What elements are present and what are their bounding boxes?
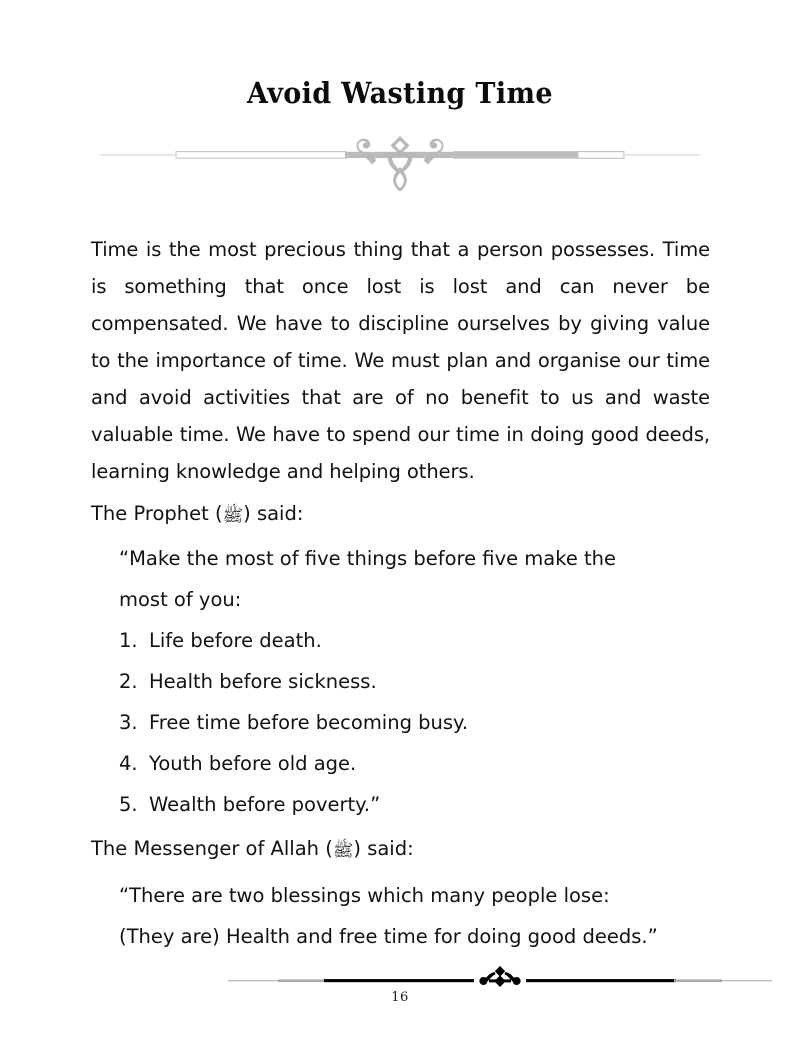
list-item-number: 2. xyxy=(119,670,138,693)
list-item-number: 1. xyxy=(119,629,138,652)
list-item-label: Health before sickness. xyxy=(149,670,377,693)
intro-paragraph: Time is the most precious thing that a person possesses. Time is something that once lost is lost and can never be compensated. We have to discipline ourselves by giving value to the importance of time. We must plan and organise our time and avoid activities that are of no benefit to us and waste valuable time. We have to spend our time in doing good deeds, learning knowledge and helping others. xyxy=(91,238,710,483)
attribution-messenger-text-after: ) said: xyxy=(353,837,414,860)
list-item xyxy=(119,661,710,702)
quote-line: most of you: xyxy=(119,588,242,611)
list-item xyxy=(119,620,710,661)
attribution-prophet-text-after: ) said: xyxy=(243,502,304,525)
quote-line: “There are two blessings which many people lose: xyxy=(119,884,610,907)
list-item-label: Free time before becoming busy. xyxy=(149,711,469,734)
list-item-label: Life before death. xyxy=(149,629,322,652)
footer-ornamental-divider xyxy=(0,960,800,994)
list-item xyxy=(119,702,710,743)
salawat-glyph-icon: ﷺ xyxy=(222,506,244,526)
footer-fleuron-icon xyxy=(479,966,520,987)
attribution-prophet-text-before: The Prophet ( xyxy=(91,502,223,525)
header-ornamental-divider xyxy=(100,134,700,196)
page-number: 16 xyxy=(391,990,409,1005)
page-title: Avoid Wasting Time xyxy=(247,76,553,110)
quote-line: “Make the most of five things before five make the xyxy=(119,547,617,570)
attribution-prophet xyxy=(91,494,710,534)
list-item-number: 5. xyxy=(119,793,138,816)
list-item xyxy=(119,743,710,784)
page-body xyxy=(91,231,710,957)
attribution-messenger-text-before: The Messenger of Allah ( xyxy=(91,837,333,860)
hadith-quote-block-2 xyxy=(119,875,710,957)
header-medallion-icon xyxy=(357,136,444,192)
list-item-number: 3. xyxy=(119,711,138,734)
list-item-label: Wealth before poverty.” xyxy=(149,793,381,816)
hadith-quote-block-1 xyxy=(119,538,710,825)
page-footer xyxy=(0,960,800,1005)
list-item-number: 4. xyxy=(119,752,138,775)
hadith-numbered-list xyxy=(119,620,710,825)
list-item xyxy=(119,784,710,825)
attribution-messenger xyxy=(91,829,710,869)
list-item-label: Youth before old age. xyxy=(149,752,357,775)
quote-line: (They are) Health and free time for doing good deeds.” xyxy=(119,925,658,948)
salawat-glyph-icon: ﷺ xyxy=(332,841,354,861)
